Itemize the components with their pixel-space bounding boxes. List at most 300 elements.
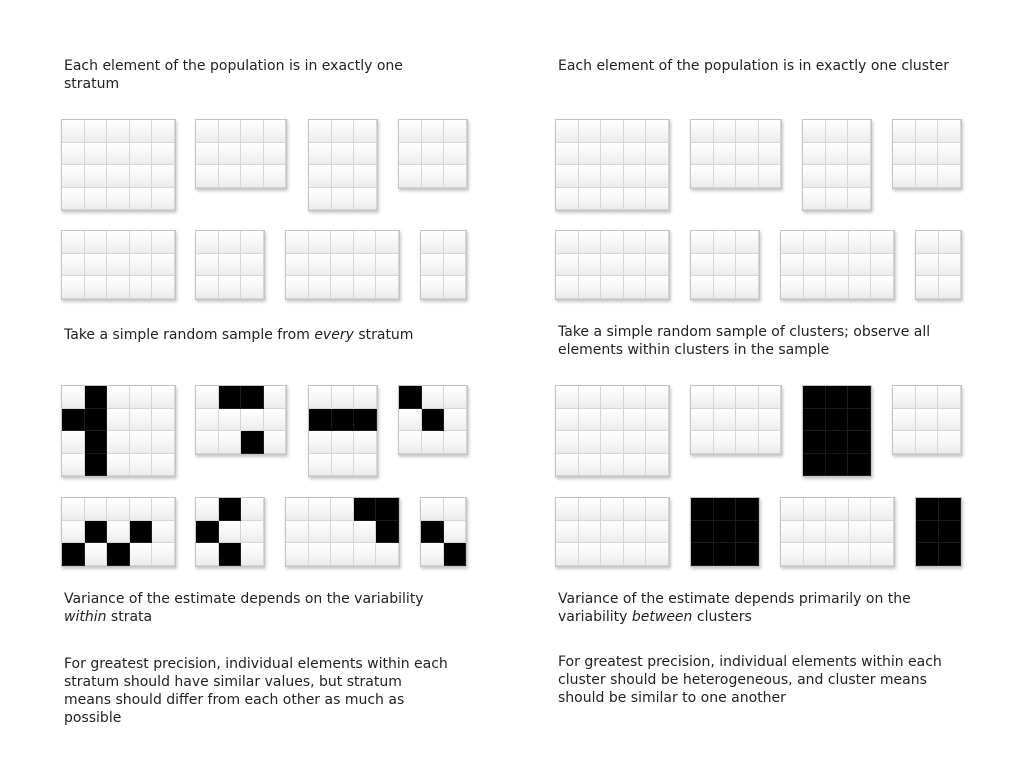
- population-element-cell: [804, 498, 827, 521]
- population-element-cell: [938, 431, 961, 454]
- sampled-element-cell: [826, 386, 849, 409]
- population-element-cell: [286, 231, 309, 254]
- stratum-grid-2: [195, 119, 287, 189]
- population-element-cell: [152, 276, 175, 299]
- cluster-variance-prefix: Variance of the estimate depends primarily on the variability: [558, 591, 911, 625]
- population-element-cell: [736, 409, 759, 432]
- population-element-cell: [309, 165, 332, 188]
- population-element-cell: [646, 454, 669, 477]
- population-element-cell: [331, 231, 354, 254]
- population-element-cell: [601, 120, 624, 143]
- population-element-cell: [331, 521, 354, 544]
- population-element-cell: [646, 521, 669, 544]
- sampled-element-cell: [219, 498, 242, 521]
- population-element-cell: [736, 231, 759, 254]
- population-element-cell: [939, 276, 962, 299]
- sampled-element-cell: [714, 498, 737, 521]
- population-element-cell: [736, 276, 759, 299]
- population-element-cell: [264, 120, 287, 143]
- population-element-cell: [579, 431, 602, 454]
- population-element-cell: [916, 276, 939, 299]
- population-element-cell: [130, 254, 153, 277]
- stratum-grid-6: [195, 230, 265, 300]
- population-element-cell: [624, 409, 647, 432]
- strata-step-emphasis: every: [314, 327, 354, 343]
- population-element-cell: [691, 231, 714, 254]
- sample-cluster-grid-8: [915, 497, 962, 567]
- population-element-cell: [130, 409, 153, 432]
- population-element-cell: [646, 431, 669, 454]
- population-element-cell: [309, 143, 332, 166]
- population-element-cell: [421, 543, 444, 566]
- population-element-cell: [309, 188, 332, 211]
- population-element-cell: [579, 231, 602, 254]
- population-element-cell: [579, 543, 602, 566]
- population-element-cell: [601, 543, 624, 566]
- population-element-cell: [601, 521, 624, 544]
- population-element-cell: [130, 120, 153, 143]
- population-element-cell: [62, 431, 85, 454]
- population-element-cell: [759, 120, 782, 143]
- population-element-cell: [85, 231, 108, 254]
- sampled-element-cell: [714, 543, 737, 566]
- population-element-cell: [219, 276, 242, 299]
- sampled-element-cell: [309, 409, 332, 432]
- sample-stratum-grid-6: [195, 497, 265, 567]
- population-element-cell: [354, 521, 377, 544]
- population-element-cell: [804, 521, 827, 544]
- sampled-element-cell: [107, 543, 130, 566]
- population-element-cell: [736, 165, 759, 188]
- population-element-cell: [354, 143, 377, 166]
- population-element-cell: [916, 120, 939, 143]
- population-element-cell: [422, 165, 445, 188]
- cluster-grid-7: [780, 230, 895, 300]
- population-element-cell: [107, 276, 130, 299]
- population-element-cell: [556, 386, 579, 409]
- population-element-cell: [85, 143, 108, 166]
- population-element-cell: [556, 431, 579, 454]
- population-element-cell: [759, 143, 782, 166]
- population-element-cell: [331, 543, 354, 566]
- population-element-cell: [759, 165, 782, 188]
- population-element-cell: [264, 386, 287, 409]
- population-element-cell: [646, 409, 669, 432]
- population-element-cell: [579, 188, 602, 211]
- stratum-grid-3: [308, 119, 378, 211]
- population-element-cell: [556, 188, 579, 211]
- population-element-cell: [264, 165, 287, 188]
- population-element-cell: [579, 276, 602, 299]
- population-element-cell: [152, 498, 175, 521]
- population-element-cell: [332, 454, 355, 477]
- population-element-cell: [85, 188, 108, 211]
- population-element-cell: [826, 188, 849, 211]
- sampled-element-cell: [376, 498, 399, 521]
- population-element-cell: [826, 543, 849, 566]
- population-element-cell: [601, 188, 624, 211]
- population-element-cell: [196, 143, 219, 166]
- population-element-cell: [152, 143, 175, 166]
- population-element-cell: [736, 431, 759, 454]
- population-element-cell: [848, 188, 871, 211]
- population-element-cell: [241, 120, 264, 143]
- population-element-cell: [556, 276, 579, 299]
- sampled-element-cell: [85, 521, 108, 544]
- sample-cluster-grid-4: [892, 385, 962, 455]
- population-element-cell: [62, 276, 85, 299]
- sampled-element-cell: [691, 498, 714, 521]
- strata-variance-text: [64, 590, 459, 626]
- population-element-cell: [286, 543, 309, 566]
- sampled-element-cell: [848, 386, 871, 409]
- population-element-cell: [444, 276, 467, 299]
- population-element-cell: [107, 165, 130, 188]
- population-element-cell: [62, 454, 85, 477]
- population-element-cell: [759, 431, 782, 454]
- strata-step-prefix: Take a simple random sample from: [64, 327, 315, 343]
- strata-variance-prefix: Variance of the estimate depends on the variability: [64, 591, 424, 607]
- population-element-cell: [714, 120, 737, 143]
- population-element-cell: [579, 498, 602, 521]
- cluster-grid-4: [892, 119, 962, 189]
- population-element-cell: [444, 386, 467, 409]
- population-element-cell: [219, 165, 242, 188]
- population-element-cell: [849, 498, 872, 521]
- population-element-cell: [309, 276, 332, 299]
- population-element-cell: [219, 120, 242, 143]
- sampled-element-cell: [62, 543, 85, 566]
- population-element-cell: [399, 143, 422, 166]
- sample-cluster-grid-5: [555, 497, 670, 567]
- population-element-cell: [62, 188, 85, 211]
- sampled-element-cell: [803, 409, 826, 432]
- sampled-element-cell: [848, 431, 871, 454]
- population-element-cell: [579, 165, 602, 188]
- population-element-cell: [691, 276, 714, 299]
- population-element-cell: [736, 386, 759, 409]
- sampled-element-cell: [376, 521, 399, 544]
- population-element-cell: [624, 543, 647, 566]
- sampled-element-cell: [691, 521, 714, 544]
- population-element-cell: [826, 521, 849, 544]
- population-element-cell: [444, 498, 467, 521]
- population-element-cell: [309, 120, 332, 143]
- strata-step-text: [64, 326, 459, 344]
- population-element-cell: [152, 431, 175, 454]
- population-element-cell: [62, 254, 85, 277]
- population-element-cell: [938, 165, 961, 188]
- population-element-cell: [196, 386, 219, 409]
- population-element-cell: [422, 143, 445, 166]
- population-element-cell: [85, 254, 108, 277]
- population-element-cell: [556, 143, 579, 166]
- population-element-cell: [714, 143, 737, 166]
- sample-stratum-grid-5: [61, 497, 176, 567]
- population-element-cell: [107, 431, 130, 454]
- population-element-cell: [196, 120, 219, 143]
- population-element-cell: [332, 386, 355, 409]
- population-element-cell: [422, 431, 445, 454]
- population-element-cell: [556, 498, 579, 521]
- population-element-cell: [107, 386, 130, 409]
- population-element-cell: [376, 231, 399, 254]
- population-element-cell: [444, 165, 467, 188]
- population-element-cell: [736, 143, 759, 166]
- sampled-element-cell: [85, 431, 108, 454]
- cluster-precision-text: For greatest precision, individual elements within each cluster should be heterogeneous, and cluster means should be similar to one another: [558, 654, 942, 706]
- population-element-cell: [107, 143, 130, 166]
- sample-cluster-grid-2: [690, 385, 782, 455]
- sample-cluster-grid-1: [555, 385, 670, 477]
- sampled-element-cell: [62, 409, 85, 432]
- population-element-cell: [309, 498, 332, 521]
- population-element-cell: [85, 543, 108, 566]
- population-element-cell: [309, 431, 332, 454]
- population-element-cell: [624, 120, 647, 143]
- population-element-cell: [893, 143, 916, 166]
- stratum-grid-1: [61, 119, 176, 211]
- population-element-cell: [241, 143, 264, 166]
- population-element-cell: [579, 120, 602, 143]
- population-element-cell: [286, 498, 309, 521]
- population-element-cell: [354, 386, 377, 409]
- population-element-cell: [624, 165, 647, 188]
- sampled-element-cell: [848, 409, 871, 432]
- population-element-cell: [803, 188, 826, 211]
- population-element-cell: [646, 386, 669, 409]
- population-element-cell: [152, 188, 175, 211]
- population-element-cell: [579, 454, 602, 477]
- population-element-cell: [130, 143, 153, 166]
- population-element-cell: [803, 165, 826, 188]
- population-element-cell: [331, 498, 354, 521]
- sampled-element-cell: [219, 543, 242, 566]
- sampled-element-cell: [803, 386, 826, 409]
- population-element-cell: [826, 498, 849, 521]
- population-element-cell: [196, 431, 219, 454]
- population-element-cell: [736, 120, 759, 143]
- population-element-cell: [130, 231, 153, 254]
- population-element-cell: [196, 276, 219, 299]
- population-element-cell: [601, 165, 624, 188]
- population-element-cell: [848, 143, 871, 166]
- population-element-cell: [309, 521, 332, 544]
- population-element-cell: [556, 254, 579, 277]
- sampled-element-cell: [916, 521, 939, 544]
- population-element-cell: [646, 188, 669, 211]
- population-element-cell: [691, 431, 714, 454]
- population-element-cell: [444, 143, 467, 166]
- population-element-cell: [62, 386, 85, 409]
- population-element-cell: [152, 165, 175, 188]
- population-element-cell: [804, 276, 827, 299]
- population-element-cell: [85, 120, 108, 143]
- population-element-cell: [107, 120, 130, 143]
- sampled-element-cell: [196, 521, 219, 544]
- population-element-cell: [916, 231, 939, 254]
- population-element-cell: [624, 254, 647, 277]
- population-element-cell: [444, 254, 467, 277]
- population-element-cell: [646, 165, 669, 188]
- population-element-cell: [916, 143, 939, 166]
- sample-stratum-grid-2: [195, 385, 287, 455]
- population-element-cell: [241, 165, 264, 188]
- population-element-cell: [579, 409, 602, 432]
- population-element-cell: [130, 543, 153, 566]
- population-element-cell: [130, 498, 153, 521]
- population-element-cell: [826, 231, 849, 254]
- sampled-element-cell: [939, 498, 962, 521]
- population-element-cell: [130, 276, 153, 299]
- sampled-element-cell: [85, 409, 108, 432]
- stratum-grid-8: [420, 230, 467, 300]
- population-element-cell: [601, 254, 624, 277]
- population-element-cell: [107, 498, 130, 521]
- sample-cluster-grid-6: [690, 497, 760, 567]
- population-element-cell: [62, 231, 85, 254]
- population-element-cell: [691, 409, 714, 432]
- sample-cluster-grid-3: [802, 385, 872, 477]
- sampled-element-cell: [85, 386, 108, 409]
- population-element-cell: [893, 386, 916, 409]
- population-element-cell: [241, 254, 264, 277]
- population-element-cell: [849, 543, 872, 566]
- population-element-cell: [62, 120, 85, 143]
- population-element-cell: [624, 521, 647, 544]
- population-element-cell: [241, 409, 264, 432]
- population-element-cell: [264, 143, 287, 166]
- population-element-cell: [601, 143, 624, 166]
- cluster-variance-text: [558, 590, 953, 626]
- population-element-cell: [219, 231, 242, 254]
- population-element-cell: [916, 386, 939, 409]
- population-element-cell: [691, 143, 714, 166]
- population-element-cell: [376, 543, 399, 566]
- population-element-cell: [152, 386, 175, 409]
- population-element-cell: [759, 386, 782, 409]
- population-element-cell: [444, 120, 467, 143]
- population-element-cell: [871, 521, 894, 544]
- population-element-cell: [916, 431, 939, 454]
- cluster-variance-emphasis: between: [631, 609, 693, 625]
- population-element-cell: [826, 254, 849, 277]
- population-element-cell: [399, 409, 422, 432]
- population-element-cell: [871, 276, 894, 299]
- population-element-cell: [579, 143, 602, 166]
- population-element-cell: [241, 231, 264, 254]
- strata-variance-suffix: strata: [106, 609, 153, 625]
- population-element-cell: [556, 165, 579, 188]
- population-element-cell: [646, 143, 669, 166]
- population-element-cell: [422, 120, 445, 143]
- population-element-cell: [219, 254, 242, 277]
- population-element-cell: [826, 165, 849, 188]
- population-element-cell: [871, 254, 894, 277]
- population-element-cell: [309, 386, 332, 409]
- population-element-cell: [354, 276, 377, 299]
- population-element-cell: [556, 521, 579, 544]
- population-element-cell: [62, 521, 85, 544]
- population-element-cell: [444, 231, 467, 254]
- population-element-cell: [152, 254, 175, 277]
- population-element-cell: [781, 498, 804, 521]
- sampled-element-cell: [241, 386, 264, 409]
- population-element-cell: [556, 231, 579, 254]
- cluster-grid-2: [690, 119, 782, 189]
- population-element-cell: [579, 386, 602, 409]
- stratum-grid-7: [285, 230, 400, 300]
- population-element-cell: [286, 521, 309, 544]
- population-element-cell: [286, 254, 309, 277]
- population-element-cell: [893, 165, 916, 188]
- population-element-cell: [624, 231, 647, 254]
- sampled-element-cell: [332, 409, 355, 432]
- population-element-cell: [152, 231, 175, 254]
- population-element-cell: [422, 386, 445, 409]
- population-element-cell: [332, 120, 355, 143]
- population-element-cell: [421, 498, 444, 521]
- population-element-cell: [152, 454, 175, 477]
- population-element-cell: [196, 498, 219, 521]
- population-element-cell: [601, 431, 624, 454]
- population-element-cell: [421, 276, 444, 299]
- population-element-cell: [264, 431, 287, 454]
- population-element-cell: [916, 165, 939, 188]
- population-element-cell: [691, 165, 714, 188]
- population-element-cell: [331, 276, 354, 299]
- population-element-cell: [152, 120, 175, 143]
- population-element-cell: [354, 165, 377, 188]
- population-element-cell: [107, 231, 130, 254]
- population-element-cell: [196, 254, 219, 277]
- population-element-cell: [107, 409, 130, 432]
- sample-stratum-grid-4: [398, 385, 468, 455]
- population-element-cell: [286, 276, 309, 299]
- cluster-variance-suffix: clusters: [692, 609, 752, 625]
- population-element-cell: [421, 231, 444, 254]
- population-element-cell: [421, 254, 444, 277]
- population-element-cell: [601, 498, 624, 521]
- sampled-element-cell: [939, 543, 962, 566]
- population-element-cell: [556, 454, 579, 477]
- population-element-cell: [826, 276, 849, 299]
- population-element-cell: [938, 120, 961, 143]
- population-element-cell: [196, 543, 219, 566]
- population-element-cell: [399, 431, 422, 454]
- population-element-cell: [624, 431, 647, 454]
- population-element-cell: [241, 276, 264, 299]
- population-element-cell: [916, 254, 939, 277]
- population-element-cell: [624, 386, 647, 409]
- population-element-cell: [196, 409, 219, 432]
- stratum-grid-4: [398, 119, 468, 189]
- population-element-cell: [781, 254, 804, 277]
- population-element-cell: [938, 143, 961, 166]
- population-element-cell: [714, 409, 737, 432]
- population-element-cell: [354, 431, 377, 454]
- population-element-cell: [332, 431, 355, 454]
- population-element-cell: [646, 276, 669, 299]
- sampled-element-cell: [714, 521, 737, 544]
- strata-heading: Each element of the population is in exactly one stratum: [64, 58, 403, 92]
- population-element-cell: [803, 143, 826, 166]
- population-element-cell: [241, 498, 264, 521]
- population-element-cell: [376, 254, 399, 277]
- population-element-cell: [130, 386, 153, 409]
- sampled-element-cell: [736, 521, 759, 544]
- sampled-element-cell: [826, 454, 849, 477]
